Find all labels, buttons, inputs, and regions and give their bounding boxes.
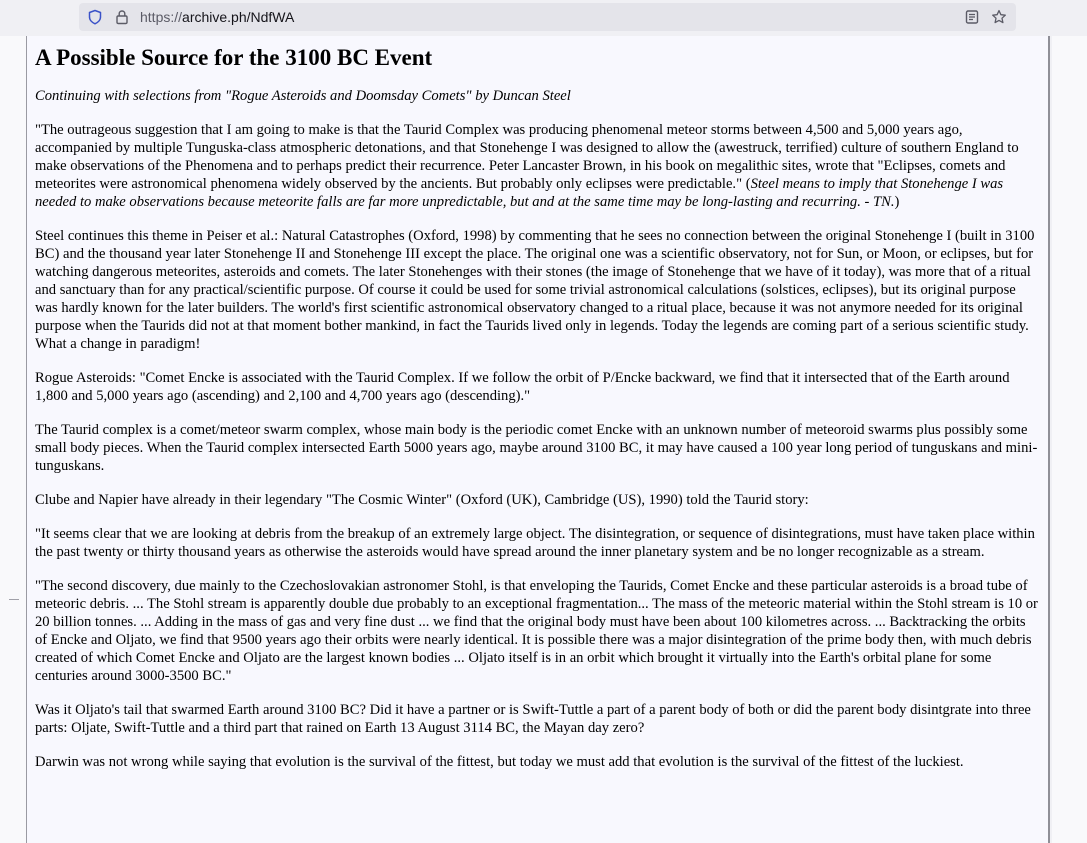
paragraph-1-quote: "The outrageous suggestion that I am going to make is that the Taurid Complex was producing phenomenal meteor storms between 4,500 and 5,000 years ago, accompanied by multiple Tunguska-class atmospheric detonations, and that Stonehenge I was designed to allow the (awestruck, terrified) culture of southern England to make observations of the Phenomena and to perhaps predict their recurrence. Peter Lancaster Brown, in his book on megalithic sites, wrote that "Eclipses, comets and meteorites were astronomical phenomena widely observed by the ancients. But probably only eclipses were predictable.": [35, 122, 1019, 192]
paragraph-5: Clube and Napier have already in their legendary "The Cosmic Winter" (Oxford (UK), Cambridge (US), 1990) told the Taurid story:: [35, 492, 809, 508]
paragraph-8: Was it Oljato's tail that swarmed Earth around 3100 BC? Did it have a partner or is Swift-Tuttle a part of a parent body of both or did the parent body disintgrate into three parts: Oljate, Swift-Tuttle and a third part that rained on Earth 13 August 3114 BC, the Mayan day zero?: [35, 702, 1031, 736]
paragraph-1: [35, 121, 1040, 211]
page-right-gutter: [1052, 36, 1087, 843]
archived-page-content: [26, 36, 1050, 843]
article-subtitle: Continuing with selections from "Rogue Asteroids and Doomsday Comets" by Duncan Steel: [35, 88, 571, 104]
page-left-margin: [0, 36, 26, 843]
paragraph-7: "The second discovery, due mainly to the Czechoslovakian astronomer Stohl, is that enveloping the Taurids, Comet Encke and these particular asteroids is a broad tube of meteoric debris. ... The Stohl stream is apparently double due probably to an exceptional fragmentation... The mass of the meteoric material within the Stohl stream is 10 or 20 billion tonnes. ... Adding in the mass of gas and very fine dust ... we find that the original body must have been about 100 kilometres across. ... Backtracking the orbits of Encke and Oljato, we find that 9500 years ago their orbits were nearly identical. It is possible there was a major disintegration of the prime body then, with much debris created of which Comet Encke and Oljato are the largest known bodies ... Oljato itself is in an orbit which brought it virtually into the Earth's orbital plane for some centuries around 3000-3500 BC.": [35, 578, 1038, 684]
bookmark-star-icon[interactable]: [991, 9, 1007, 25]
translator-note: Steel means to imply that Stonehenge I was needed to make observations because meteorite falls are far more unpredictable, but and at the same time may be long-lasting and recurring. - TN.: [35, 176, 1004, 210]
paragraph-3: Rogue Asteroids: "Comet Encke is associated with the Taurid Complex. If we follow the orbit of P/Encke backward, we find that it intersected that of the Earth around 1,800 and 5,000 years ago (ascending) and 2,100 and 4,700 years ago (descending).": [35, 370, 1010, 404]
url-protocol: https://: [140, 9, 183, 25]
tracking-protection-shield-icon[interactable]: [87, 9, 103, 25]
paragraph-1-open-paren: (: [745, 176, 751, 192]
reader-view-icon[interactable]: [964, 9, 980, 25]
margin-dash: [9, 599, 19, 600]
lock-icon[interactable]: [114, 9, 130, 25]
url-text[interactable]: [140, 9, 294, 25]
paragraph-4: The Taurid complex is a comet/meteor swarm complex, whose main body is the periodic comet Encke with an unknown number of meteoroid swarms plus possibly some small body pieces. When the Taurid complex intersected Earth 5000 years ago, maybe around 3100 BC, it may have caused a 100 year long period of tunguskans and mini-tunguskans.: [35, 422, 1038, 474]
paragraph-6: "It seems clear that we are looking at debris from the breakup of an extremely large object. The disintegration, or sequence of disintegrations, must have taken place within the past twenty or thirty thousand years as otherwise the asteroids would have spread around the inner planetary system and be no longer recognizable as a stream.: [35, 526, 1035, 560]
paragraph-2: Steel continues this theme in Peiser et al.: Natural Catastrophes (Oxford, 1998) by commenting that he sees no connection between the original Stonehenge I (built in 3100 BC) and the thousand year later Stonehenge II and Stonehenge III except the place. The original one was a scientific observatory, not for Sun, or Moon, or eclipses, but for watching dangerous meteorites, asteroids and comets. The later Stonehenges with their stones (the image of Stonehenge that we have of it today), was more that of a ritual and sanctuary than for any practical/scientific purpose. Of course it could be used for some trivial astronomical calculations (solstices, eclipses), but its original purpose was hardly known for the later builders. The world's first scientific astronomical observatory changed to a ritual place, because it was not anymore needed for its original purpose when the Taurids did not at that moment bother mankind, in fact the Taurids lived only in legends. Today the legends are coming part of a serious scientific study. What a change in paradigm!: [35, 228, 1035, 352]
url-host: archive.ph/NdfWA: [182, 9, 295, 25]
address-bar[interactable]: [79, 3, 1016, 31]
page-title: A Possible Source for the 3100 BC Event: [35, 45, 433, 70]
browser-toolbar: [0, 0, 1087, 36]
paragraph-9: Darwin was not wrong while saying that evolution is the survival of the fittest, but today we must add that evolution is the survival of the fittest of the luckiest.: [35, 754, 964, 770]
paragraph-1-close-paren: ): [894, 194, 900, 210]
